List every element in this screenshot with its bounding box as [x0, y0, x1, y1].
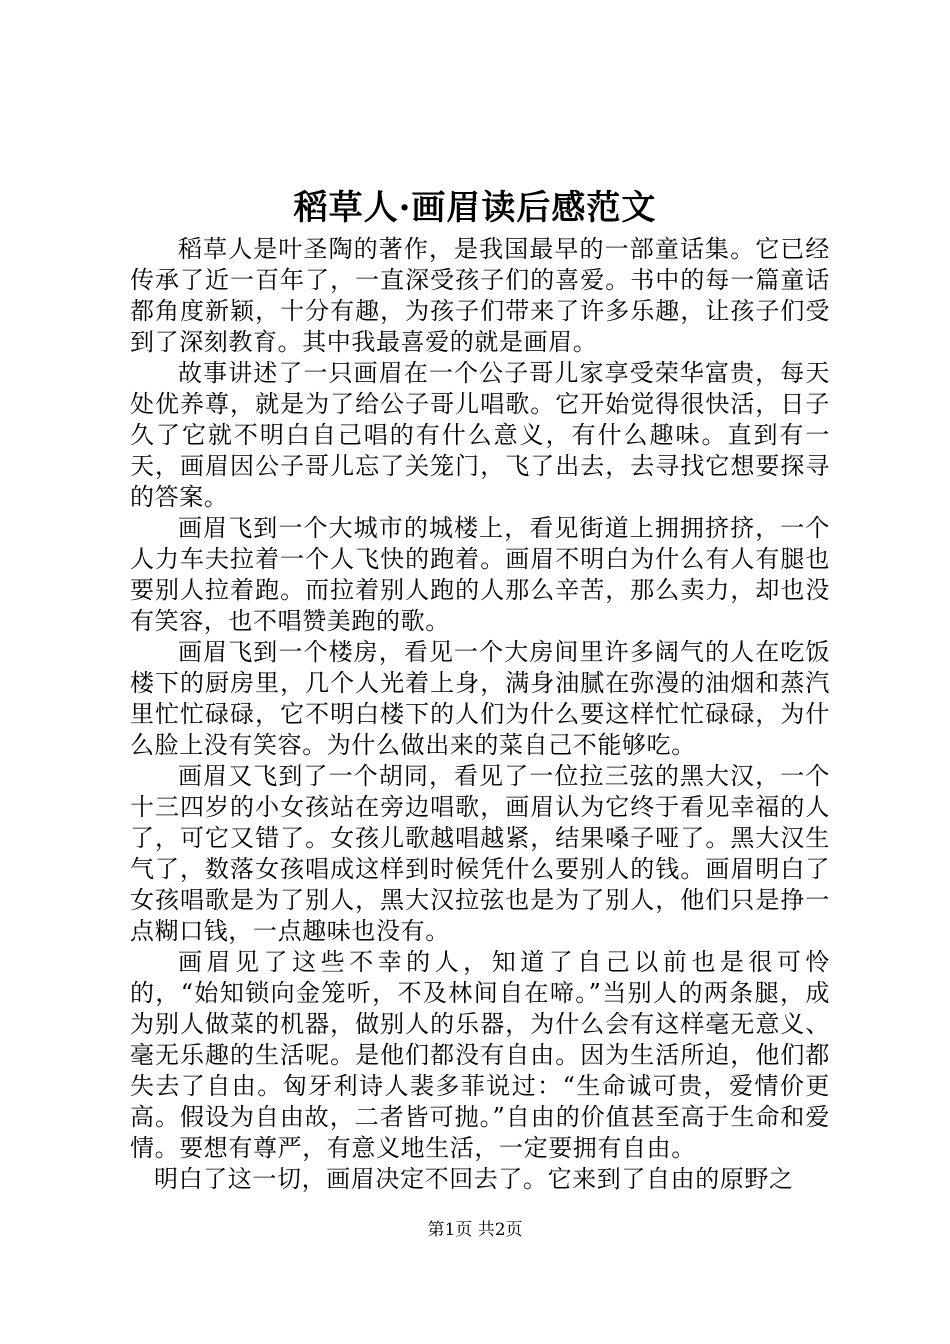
paragraph-3: 画眉飞到一个大城市的城楼上，看见街道上拥拥挤挤，一个人力车夫拉着一个人飞快的跑着。画眉不明白为什么有人有腿也要别人拉着跑。而拉着别人跑的人那么辛苦，那么卖力，却也没有笑容，也不唱赞美跑的歌。 — [130, 514, 830, 635]
document-body — [130, 234, 830, 1195]
page-footer: 第1页 共2页 — [427, 1220, 523, 1240]
page-title: 稻草人·画眉读后感范文 — [293, 188, 657, 228]
paragraph-7: 明白了这一切，画眉决定不回去了。它来到了自由的原野之 — [154, 1165, 794, 1193]
paragraph-6: 画眉见了这些不幸的人，知道了自己以前也是很可怜的，“始知锁向金笼听，不及林间自在啼。”当别人的两条腿，成为别人做菜的机器，做别人的乐器，为什么会有这样毫无意义、毫无乐趣的生活呢。是他们都没有自由。因为生活所迫，他们都失去了自由。匈牙利诗人裴多菲说过：“生命诚可贵，爱情价更高。假设为自由故，二者皆可抛。”自由的价值甚至高于生命和爱情。要想有尊严，有意义地生活，一定要拥有自由。 — [130, 948, 830, 1162]
paragraph-1: 稻草人是叶圣陶的著作，是我国最早的一部童话集。它已经传承了近一百年了，一直深受孩子们的喜爱。书中的每一篇童话都角度新颖，十分有趣，为孩子们带来了许多乐趣，让孩子们受到了深刻教育。其中我最喜爱的就是画眉。 — [130, 235, 830, 356]
paragraph-4: 画眉飞到一个楼房，看见一个大房间里许多阔气的人在吃饭楼下的厨房里，几个人光着上身，满身油腻在弥漫的油烟和蒸汽里忙忙碌碌，它不明白楼下的人们为什么要这样忙忙碌碌，为什么脸上没有笑容。为什么做出来的菜自己不能够吃。 — [130, 638, 830, 759]
paragraph-2: 故事讲述了一只画眉在一个公子哥儿家享受荣华富贵，每天处优养尊，就是为了给公子哥儿唱歌。它开始觉得很快活，日子久了它就不明白自己唱的有什么意义，有什么趣味。直到有一天，画眉因公子哥儿忘了关笼门，飞了出去，去寻找它想要探寻的答案。 — [130, 359, 830, 511]
paragraph-5: 画眉又飞到了一个胡同，看见了一位拉三弦的黑大汉，一个十三四岁的小女孩站在旁边唱歌，画眉认为它终于看见幸福的人了，可它又错了。女孩儿歌越唱越紧，结果嗓子哑了。黑大汉生气了，数落女孩唱成这样到时候凭什么要别人的钱。画眉明白了女孩唱歌是为了别人，黑大汉拉弦也是为了别人，他们只是挣一点糊口钱，一点趣味也没有。 — [130, 762, 830, 945]
